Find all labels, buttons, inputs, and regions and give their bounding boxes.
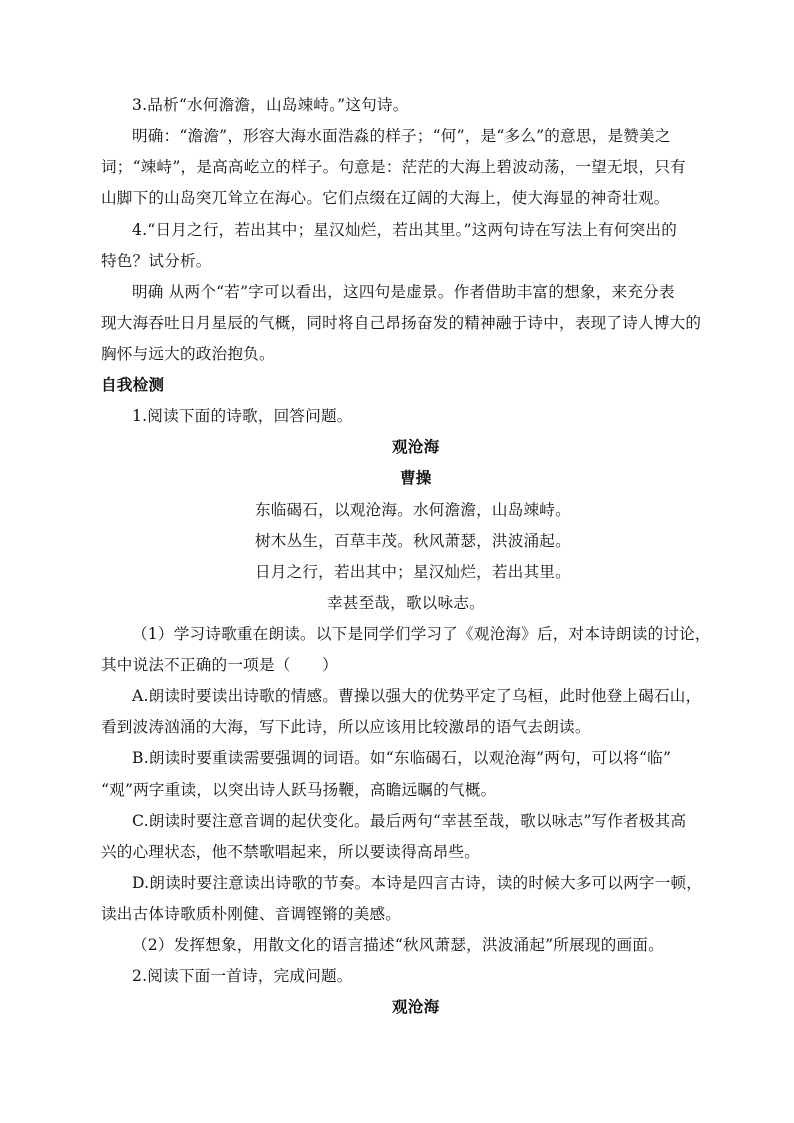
- question-4-line-2: 特色？试分析。: [101, 252, 212, 270]
- option-c-line-2: 兴的心理状态，他不禁歌唱起来，所以要读得高昂些。: [101, 843, 481, 861]
- poem-line-4: 幸甚至哉，歌以咏志。: [327, 594, 485, 612]
- answer-4-line-1: 明确 从两个“若”字可以看出，这四句是虚景。作者借助丰富的想象，来充分表: [132, 283, 675, 301]
- option-a-line-1: A.朗读时要读出诗歌的情感。曹操以强大的优势平定了乌桓，此时他登上碣石山，: [132, 687, 702, 705]
- poem-line-3: 日月之行，若出其中；星汉灿烂，若出其里。: [255, 563, 571, 581]
- answer-3-line-2: 词；“竦峙”，是高高屹立的样子。句意是：茫茫的大海上碧波动荡，一望无垠，只有: [101, 158, 686, 176]
- answer-3-line-3: 山脚下的山岛突兀耸立在海心。它们点缀在辽阔的大海上，使大海显的神奇壮观。: [101, 189, 670, 207]
- option-a-line-2: 看到波涛汹涌的大海，写下此诗，所以应该用比较激昂的语气去朗读。: [101, 718, 591, 736]
- poem-line-1: 东临碣石，以观沧海。水何澹澹，山岛竦峙。: [255, 501, 571, 519]
- poem-author: 曹操: [400, 468, 432, 487]
- answer-4-line-2: 现大海吞吐日月星辰的气概，同时将自己昂扬奋发的精神融于诗中，表现了诗人博大的: [101, 314, 702, 332]
- option-c-line-1: C.朗读时要注意音调的起伏变化。最后两句“幸甚至哉，歌以咏志”写作者极其高: [132, 812, 687, 830]
- subquestion-1-line-1: （1）学习诗歌重在朗读。以下是同学们学习了《观沧海》后，对本诗朗读的讨论，: [132, 625, 711, 643]
- question-4-line-1: 4.“日月之行，若出其中；星汉灿烂，若出其里。”这两句诗在写法上有何突出的: [132, 221, 678, 239]
- poem-line-2: 树木丛生，百草丰茂。秋风萧瑟，洪波涌起。: [255, 532, 571, 550]
- poem-title-2: 观沧海: [392, 997, 440, 1016]
- option-b-line-2: “观”两字重读，以突出诗人跃马扬鞭，高瞻远瞩的气概。: [101, 781, 497, 799]
- subquestion-2: （2）发挥想象，用散文化的语言描述“秋风萧瑟，洪波涌起”所展现的画面。: [132, 936, 664, 954]
- question-3: 3.品析“水何澹澹，山岛竦峙。”这句诗。: [132, 96, 409, 114]
- subquestion-1-line-2: 其中说法不正确的一项是（ ）: [101, 656, 338, 674]
- exercise-1-instruction: 1.阅读下面的诗歌，回答问题。: [132, 407, 353, 425]
- answer-3-line-1: 明确：“澹澹”，形容大海水面浩淼的样子；“何”，是“多么”的意思，是赞美之: [132, 127, 671, 145]
- option-b-line-1: B.朗读时要重读需要强调的词语。如“东临碣石，以观沧海”两句，可以将“临”: [132, 749, 672, 767]
- option-d-line-2: 读出古体诗歌质朴刚健、音调铿锵的美感。: [101, 905, 402, 923]
- section-heading-self-test: 自我检测: [101, 375, 165, 394]
- option-d-line-1: D.朗读时要注意读出诗歌的节奏。本诗是四言古诗，读的时候大多可以两字一顿，: [132, 874, 703, 892]
- exercise-2-instruction: 2.阅读下面一首诗，完成问题。: [132, 967, 353, 985]
- poem-title: 观沧海: [392, 437, 440, 456]
- answer-4-line-3: 胸怀与远大的政治抱负。: [101, 345, 275, 363]
